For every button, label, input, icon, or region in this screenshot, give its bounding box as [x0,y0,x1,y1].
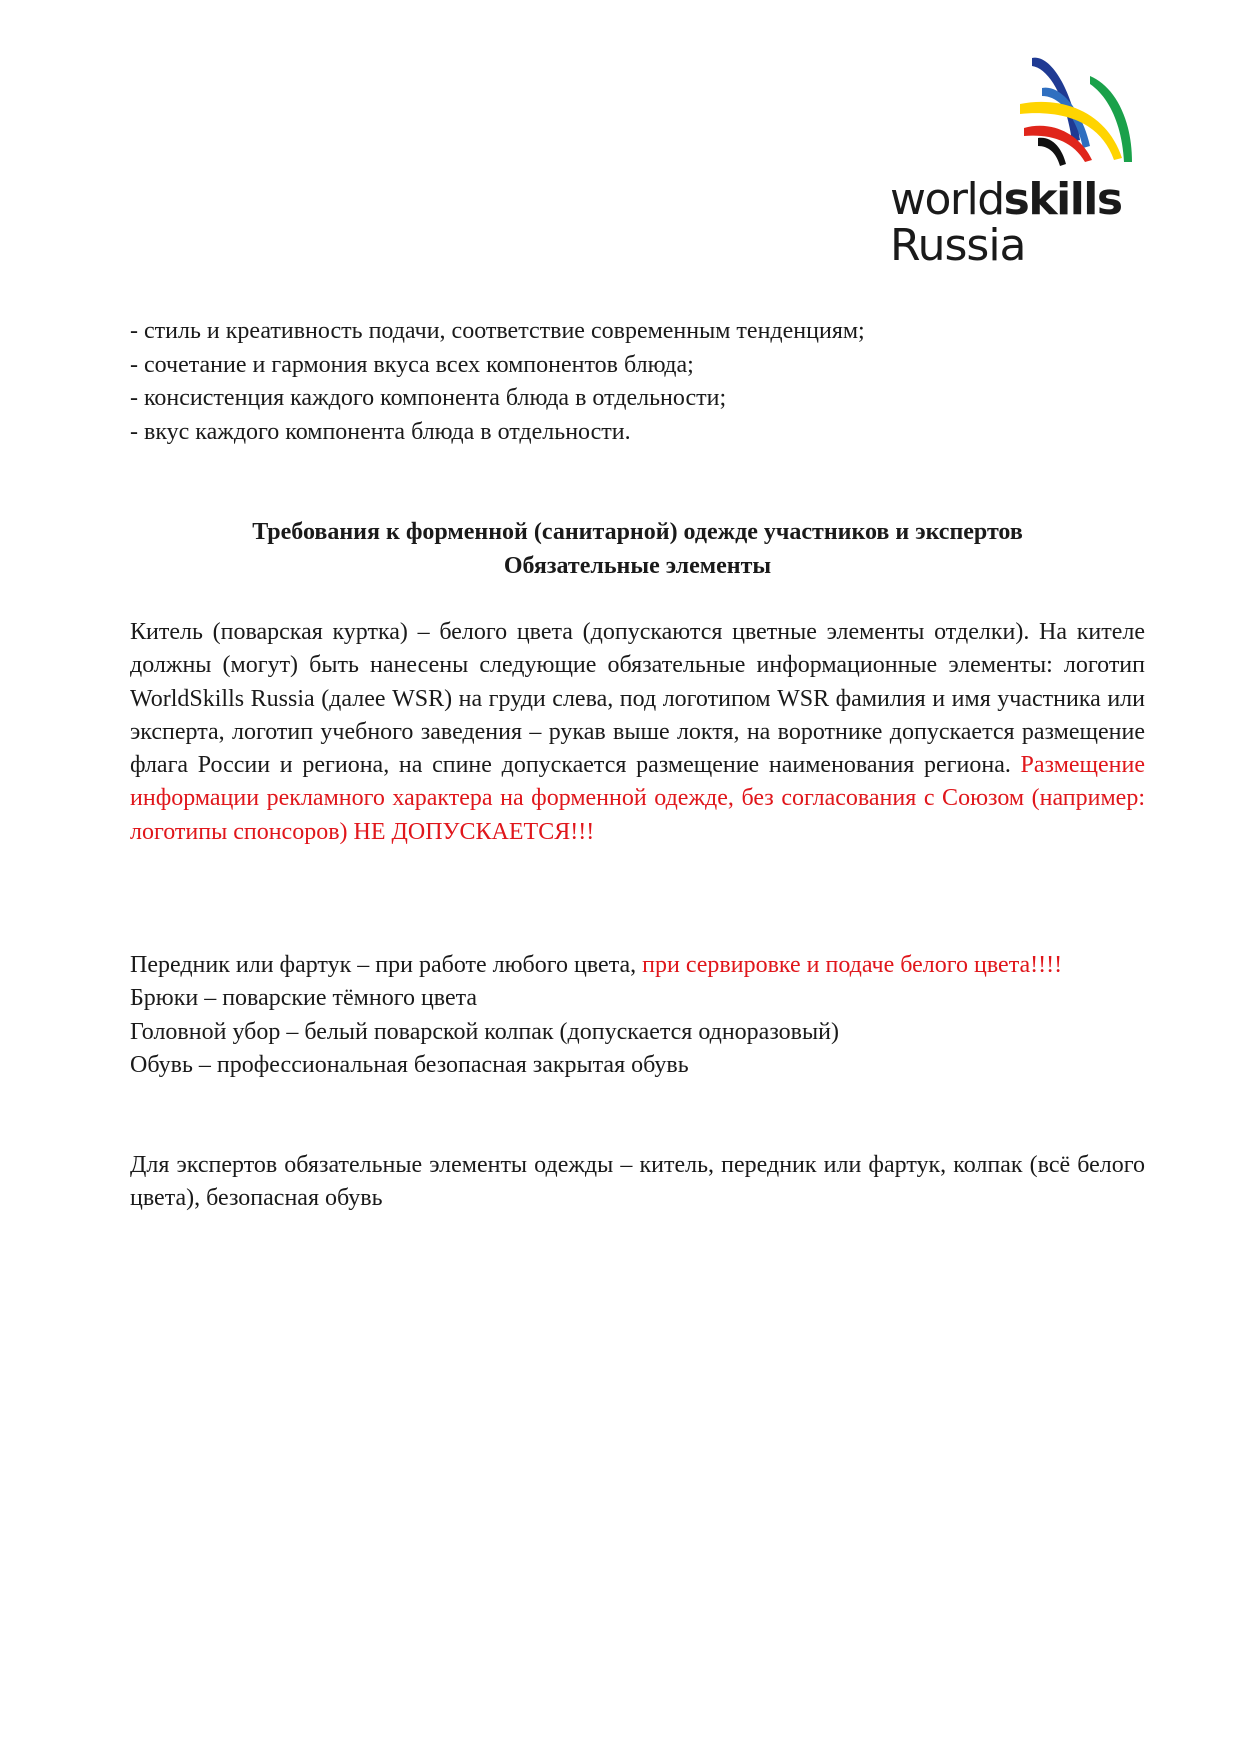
worldskills-swoosh-icon [1020,48,1140,178]
evaluation-criteria-list [130,315,1130,449]
criteria-item: - консистенция каждого компонента блюда в отдельности; [130,385,727,411]
clothing-item: Обувь – профессиональная безопасная закрытая обувь [130,1051,689,1078]
logo-wordmark [890,174,1122,271]
apron-paragraph [130,949,1145,982]
jacket-requirements-paragraph [130,616,1145,849]
worldskills-russia-logo [880,48,1140,271]
heading-subtitle: Обязательные элементы [503,552,772,579]
criteria-item: - сочетание и гармония вкуса всех компонентов блюда; [130,351,694,378]
logo-word-world: world [890,174,1004,225]
heading-title: Требования к форменной (санитарной) одежде участников и экспертов [252,519,1023,545]
logo-word-skills: skills [1003,174,1122,225]
clothing-item: Брюки – поварские тёмного цвета [130,985,478,1012]
apron-text: Передник или фартук – при работе любого цвета, [130,952,643,978]
section-heading [130,516,1145,583]
clothing-item: Головной убор – белый поварской колпак (допускается одноразовый) [130,1018,839,1045]
jacket-text: Китель (поварская куртка) – белого цвета (допускаются цветные элементы отделки). На кителе должны (могут) быть нанесены следующие обязательные информационные элементы: логотип WorldSkills Russia (далее WSR) на груди слева, под логотипом WSR фамилия и имя участника или эксперта, логотип учебного заведения – рукав выше локтя, на воротнике допускается размещение флага России и региона, на спине допускается размещение наименования региона. [130,619,1145,779]
criteria-item: - вкус каждого компонента блюда в отдельности. [130,418,631,445]
apron-warning: при сервировке и подаче белого цвета!!!! [642,952,1063,978]
jacket-warning: Размещение информации рекламного характера на форменной одежде, без согласования с Союзом (например: логотипы спонсоров) НЕ ДОПУСКАЕТСЯ!!! [130,752,1145,845]
clothing-items-block [130,949,1145,1082]
logo-word-russia: Russia [890,220,1026,271]
criteria-item: - стиль и креативность подачи, соответствие современным тенденциям; [130,318,865,344]
experts-requirements-paragraph: Для экспертов обязательные элементы одежды – китель, передник или фартук, колпак (всё белого цвета), безопасная обувь [130,1152,1145,1212]
